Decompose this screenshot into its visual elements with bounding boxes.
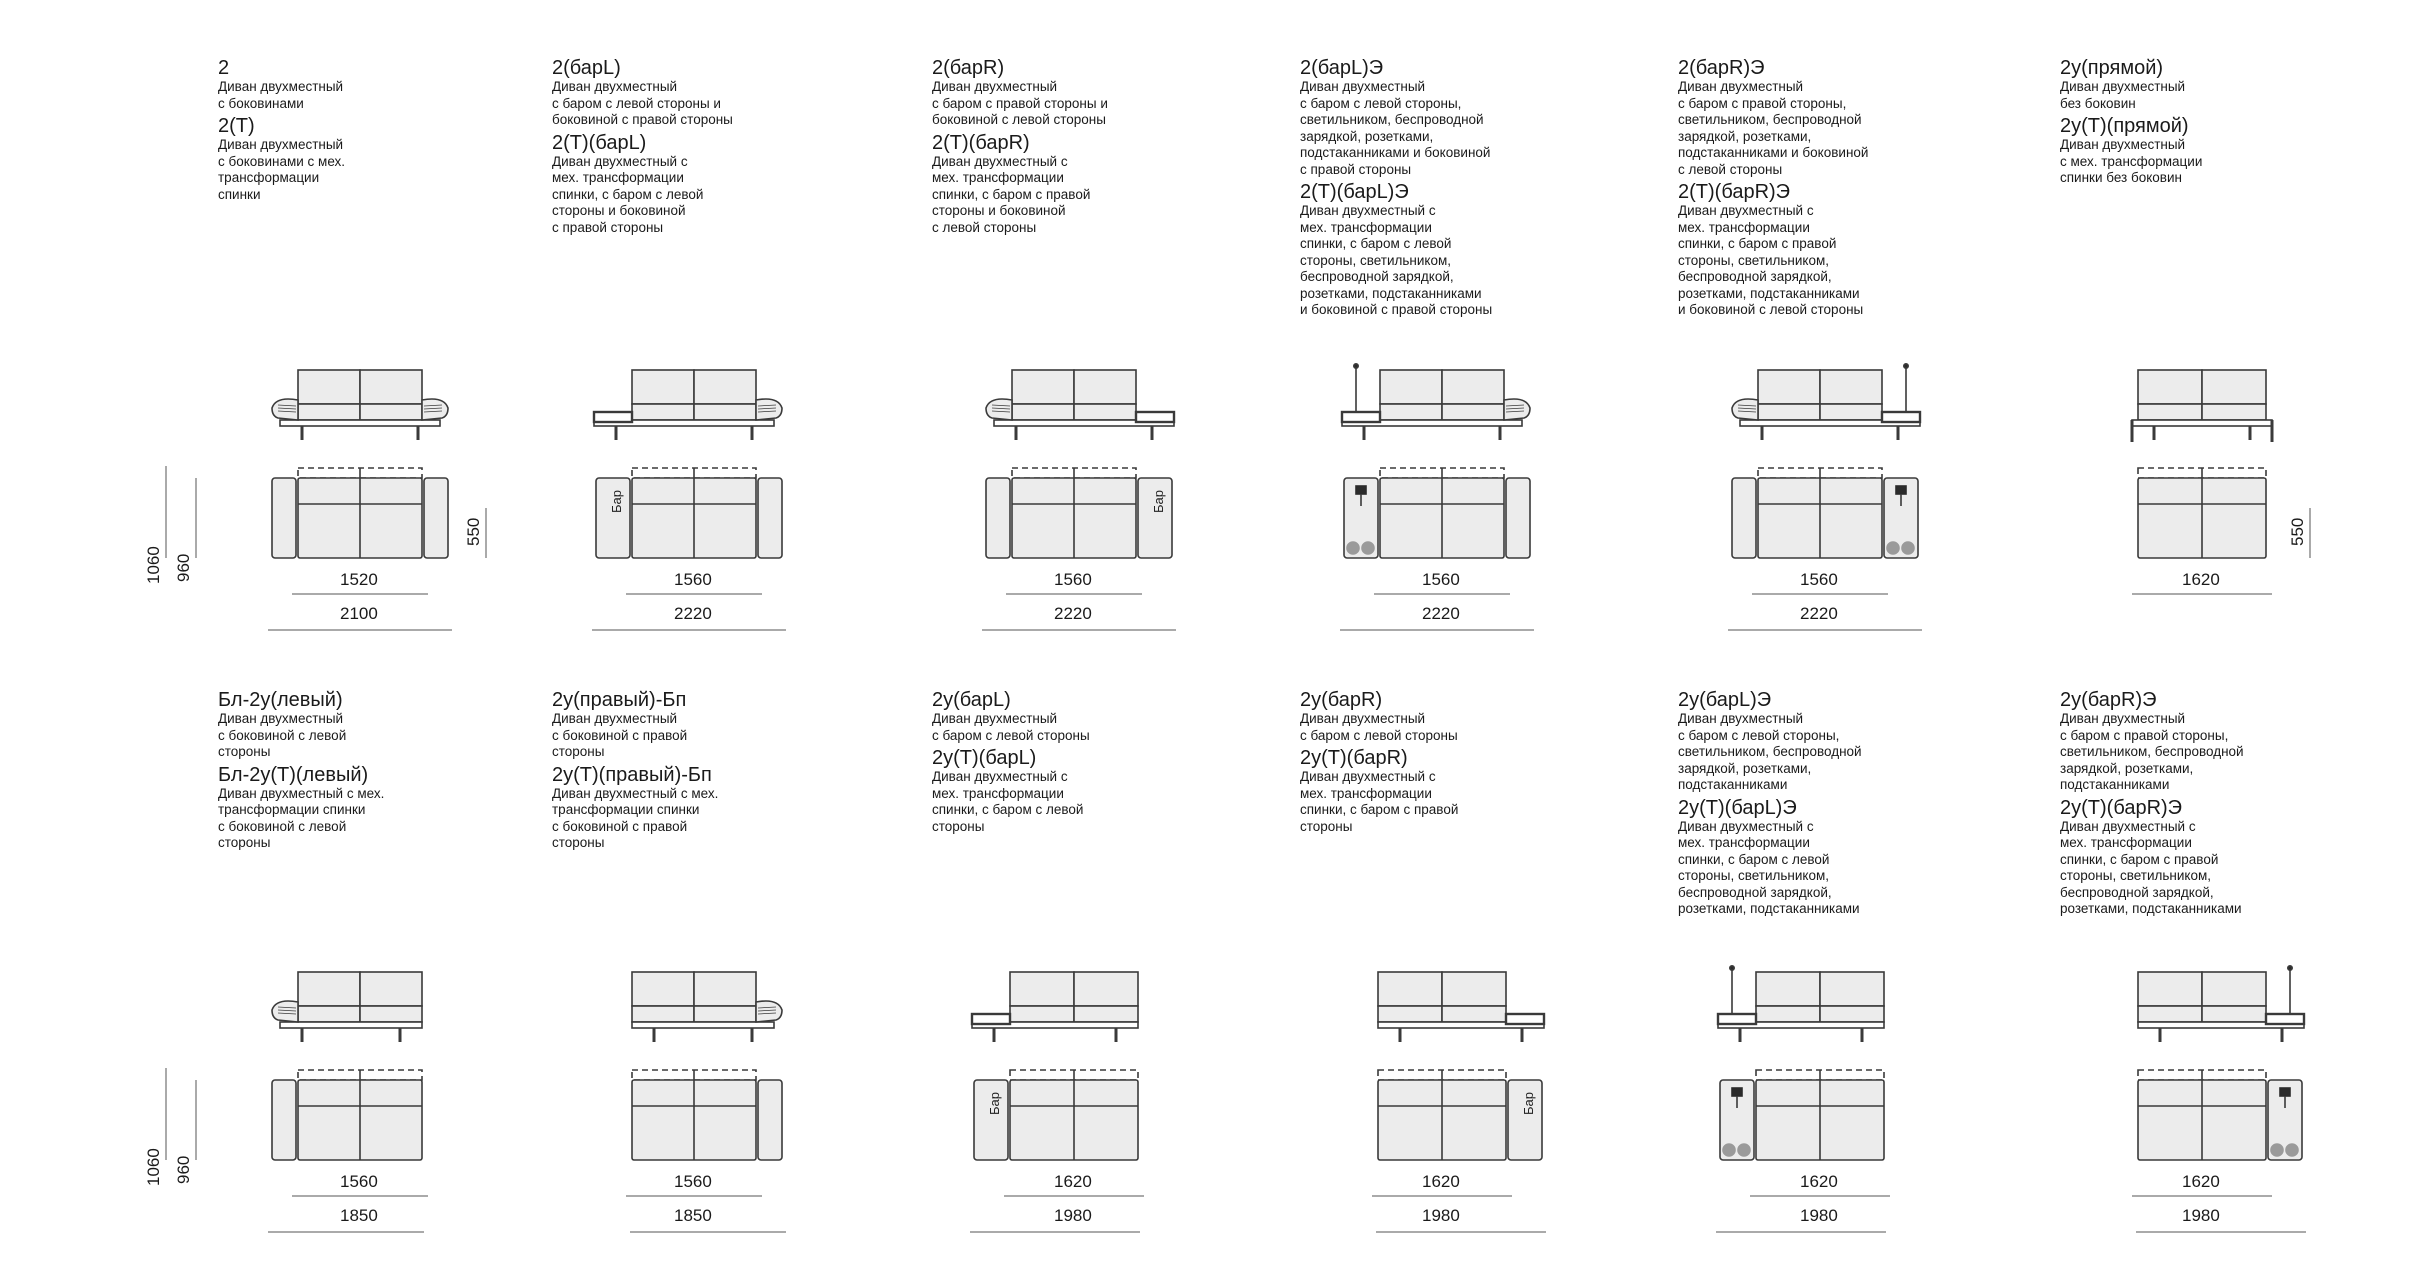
model-code: 2у(барL)Э bbox=[1678, 689, 1772, 711]
model-code: 2у(Т)(правый)-Бп bbox=[552, 763, 712, 786]
dimension-width-total: 2220 bbox=[674, 604, 712, 623]
back-cushion bbox=[694, 972, 756, 1006]
seat-cushion bbox=[1820, 1006, 1884, 1022]
model-description-text: Диван двухместный с баром с левой стороны, светильником, беспроводной зарядкой, розетками, подстаканниками bbox=[1678, 711, 1862, 792]
sofa-diagram bbox=[1678, 960, 2038, 1260]
armrest bbox=[422, 399, 448, 420]
armrest bbox=[756, 1001, 782, 1022]
seat-cushion bbox=[1378, 1006, 1442, 1022]
sofa-diagram bbox=[2060, 358, 2420, 658]
model-code: 2(барL)Э bbox=[1300, 57, 1384, 79]
back-cushion bbox=[1380, 370, 1442, 404]
bar-label: Бар bbox=[1151, 490, 1166, 513]
sofa-diagram bbox=[932, 358, 1292, 658]
dimension-width-total: 1980 bbox=[1800, 1206, 1838, 1225]
model-description-text: Диван двухместный с боковиной с правой стороны bbox=[552, 711, 688, 759]
armrest bbox=[1504, 399, 1530, 420]
back-cushion bbox=[2202, 370, 2266, 404]
model-description-text: Диван двухместный с мех. трансформации спинки, с баром с левой стороны, светильником, беспроводной зарядкой, розетками, подстаканниками bbox=[1678, 818, 1860, 916]
back-cushion bbox=[1756, 972, 1820, 1006]
seat-cushion bbox=[2202, 404, 2266, 420]
bar-label: Бар bbox=[987, 1092, 1002, 1115]
model-code: Бл-2у(левый) bbox=[218, 689, 343, 711]
sofa-drawing bbox=[986, 370, 1174, 558]
model-code: 2у(Т)(барL)Э bbox=[1678, 796, 1797, 819]
back-cushion bbox=[694, 370, 756, 404]
armrest bbox=[756, 399, 782, 420]
sofa-drawing bbox=[1718, 966, 1884, 1160]
dimension-width-seat: 1620 bbox=[1054, 1172, 1092, 1191]
bar-label: Бар bbox=[609, 490, 624, 513]
armrest bbox=[1732, 399, 1758, 420]
armrest-plan bbox=[1506, 478, 1530, 558]
dimension-width-total: 1850 bbox=[674, 1206, 712, 1225]
armrest bbox=[272, 399, 298, 420]
cup-holder bbox=[2271, 1144, 2283, 1156]
model-description bbox=[218, 690, 478, 856]
dimension-width-seat: 1520 bbox=[340, 570, 378, 589]
cup-holder bbox=[1347, 542, 1359, 554]
armrest-plan bbox=[758, 1080, 782, 1160]
model-description-text: Диван двухместный с мех. трансформации спинки с боковиной с правой стороны bbox=[552, 785, 719, 850]
model-description-text: Диван двухместный с мех. трансформации спинки, с баром с левой стороны и боковиной с правой стороны bbox=[552, 153, 704, 235]
model-description bbox=[932, 58, 1192, 240]
armrest bbox=[986, 399, 1012, 420]
model-code: Бл-2у(Т)(левый) bbox=[218, 763, 369, 786]
model-description-text: Диван двухместный с баром с правой стороны и боковиной с левой стороны bbox=[932, 79, 1108, 127]
dimension-depth: 550 bbox=[2288, 517, 2307, 546]
model-description-text: Диван двухместный с мех. трансформации спинки, с баром с правой стороны и боковиной с левой стороны bbox=[932, 153, 1091, 235]
model-description-text: Диван двухместный с баром с левой стороны и боковиной с правой стороны bbox=[552, 79, 733, 127]
seat-cushion bbox=[298, 1006, 360, 1022]
back-cushion bbox=[2138, 370, 2202, 404]
dimension-width-total: 1980 bbox=[1422, 1206, 1460, 1225]
cup-holder bbox=[1723, 1144, 1735, 1156]
dimension-width-total: 2220 bbox=[1422, 604, 1460, 623]
model-description bbox=[2060, 690, 2320, 922]
model-description-text: Диван двухместный с боковинами с мех. трансформации спинки bbox=[218, 137, 346, 202]
wireless-charger bbox=[1896, 486, 1906, 494]
seat-cushion bbox=[1074, 1006, 1138, 1022]
model-description-text: Диван двухместный с баром с левой стороны bbox=[932, 711, 1090, 743]
model-code: 2у(Т)(барR) bbox=[1300, 747, 1408, 769]
dimension-width-total: 2220 bbox=[1054, 604, 1092, 623]
model-description bbox=[218, 58, 478, 207]
lamp-head bbox=[1730, 966, 1734, 970]
model-description-text: Диван двухместный с мех. трансформации спинки, с баром с правой стороны, светильником, беспроводной зарядкой, розетками, подстаканниками и боковиной с левой стороны bbox=[1678, 203, 1864, 317]
seat-cushion bbox=[694, 404, 756, 420]
back-cushion bbox=[2202, 972, 2266, 1006]
bar-plan bbox=[1508, 1080, 1542, 1160]
armrest-plan bbox=[272, 478, 296, 558]
sofa-base bbox=[632, 1022, 774, 1028]
dimension-width-seat: 1560 bbox=[1800, 570, 1838, 589]
sofa-diagram bbox=[1678, 358, 2038, 658]
seat-cushion bbox=[632, 1006, 694, 1022]
model-code: 2у(Т)(барR)Э bbox=[2060, 796, 2183, 819]
seat-cushion bbox=[1756, 1006, 1820, 1022]
dimension-width-seat: 1560 bbox=[1054, 570, 1092, 589]
sofa-drawing bbox=[272, 972, 422, 1160]
model-code: 2(барR) bbox=[932, 57, 1005, 79]
sofa-base bbox=[280, 1022, 422, 1028]
cup-holder bbox=[1362, 542, 1374, 554]
dimension-width-seat: 1620 bbox=[2182, 1172, 2220, 1191]
model-description-text: Диван двухместный с баром с правой стороны, светильником, беспроводной зарядкой, розетками, подстаканниками bbox=[2060, 711, 2244, 792]
cup-holder bbox=[2286, 1144, 2298, 1156]
armrest-plan bbox=[1732, 478, 1756, 558]
model-code: 2(Т)(барL) bbox=[552, 131, 647, 154]
sofa-diagram bbox=[218, 960, 578, 1260]
lamp-head bbox=[1354, 364, 1358, 368]
back-cushion bbox=[1010, 972, 1074, 1006]
back-cushion bbox=[632, 370, 694, 404]
bar-table bbox=[1506, 1014, 1544, 1024]
model-code: 2(барR)Э bbox=[1678, 57, 1765, 79]
model-code: 2у(Т)(прямой) bbox=[2060, 115, 2189, 137]
sofa-diagram bbox=[932, 960, 1292, 1260]
wireless-charger bbox=[1732, 1088, 1742, 1096]
dimension-width-total: 1980 bbox=[2182, 1206, 2220, 1225]
model-description bbox=[932, 690, 1192, 839]
sofa-drawing bbox=[1378, 972, 1544, 1160]
dimension-width-seat: 1560 bbox=[1422, 570, 1460, 589]
back-cushion bbox=[632, 972, 694, 1006]
model-description-text: Диван двухместный с мех. трансформации спинки, с баром с левой стороны, светильником, беспроводной зарядкой, розетками, подстаканниками и боковиной с правой стороны bbox=[1300, 203, 1493, 317]
bar-table bbox=[1342, 412, 1380, 422]
wireless-charger bbox=[1356, 486, 1366, 494]
sofa-drawing bbox=[272, 370, 448, 558]
model-description-text: Диван двухместный с мех. трансформации спинки с боковиной с левой стороны bbox=[218, 785, 385, 850]
model-description-text: Диван двухместный с боковиной с левой стороны bbox=[218, 711, 347, 759]
model-description bbox=[1678, 690, 1938, 922]
back-cushion bbox=[1820, 972, 1884, 1006]
model-code: 2у(барR)Э bbox=[2060, 689, 2157, 711]
model-code: 2 bbox=[218, 57, 230, 79]
seat-cushion bbox=[1012, 404, 1074, 420]
dimension-width-seat: 1560 bbox=[340, 1172, 378, 1191]
model-description-text: Диван двухместный с баром с левой стороны, светильником, беспроводной зарядкой, розетками, подстаканниками и боковиной с правой стороны bbox=[1300, 79, 1491, 177]
sofa-diagram bbox=[1300, 358, 1660, 658]
model-description-text: Диван двухместный с мех. трансформации спинки, с баром с левой стороны bbox=[932, 769, 1084, 834]
back-cushion bbox=[298, 972, 360, 1006]
sofa-diagram bbox=[552, 358, 912, 658]
seat-cushion bbox=[1442, 1006, 1506, 1022]
dimension-width-seat: 1560 bbox=[674, 1172, 712, 1191]
seat-cushion bbox=[1074, 404, 1136, 420]
back-cushion bbox=[1074, 972, 1138, 1006]
dimension-width-seat: 1620 bbox=[1422, 1172, 1460, 1191]
dimension-width-seat: 1620 bbox=[2182, 570, 2220, 589]
sofa-diagram bbox=[218, 358, 578, 658]
armrest-plan bbox=[986, 478, 1010, 558]
lamp-head bbox=[1904, 364, 1908, 368]
model-code: 2у(прямой) bbox=[2060, 57, 2164, 79]
dimension-depth: 550 bbox=[464, 517, 483, 546]
back-cushion bbox=[1758, 370, 1820, 404]
dimension-height-total: 1060 bbox=[144, 1148, 163, 1186]
armrest-plan bbox=[272, 1080, 296, 1160]
model-description-text: Диван двухместный с баром с правой стороны, светильником, беспроводной зарядкой, розетками, подстаканниками и боковиной с левой стороны bbox=[1678, 79, 1869, 177]
sofa-diagram bbox=[552, 960, 912, 1260]
dimension-width-total: 1850 bbox=[340, 1206, 378, 1225]
model-description bbox=[552, 690, 812, 856]
seat-cushion bbox=[694, 1006, 756, 1022]
sofa-drawing bbox=[632, 972, 782, 1160]
model-code: 2у(правый)-Бп bbox=[552, 689, 687, 711]
back-cushion bbox=[360, 370, 422, 404]
model-code: 2у(барL) bbox=[932, 689, 1011, 711]
model-code: 2(Т)(барR) bbox=[932, 131, 1030, 154]
bar-table bbox=[594, 412, 632, 422]
armrest-plan bbox=[424, 478, 448, 558]
sofa-base bbox=[2132, 420, 2272, 426]
cup-holder bbox=[1887, 542, 1899, 554]
model-description-text: Диван двухместный с мех. трансформации спинки, с баром с правой стороны, светильником, беспроводной зарядкой, розетками, подстаканниками bbox=[2060, 818, 2242, 916]
sofa-diagram bbox=[1300, 960, 1660, 1260]
model-description bbox=[1678, 58, 1938, 323]
back-cushion bbox=[1012, 370, 1074, 404]
bar-plan bbox=[974, 1080, 1008, 1160]
dimension-width-total: 2100 bbox=[340, 604, 378, 623]
model-description-text: Диван двухместный с мех. трансформации спинки без боковин bbox=[2060, 137, 2203, 185]
model-description bbox=[552, 58, 812, 240]
back-cushion bbox=[1378, 972, 1442, 1006]
model-description-text: Диван двухместный с боковинами bbox=[218, 79, 344, 111]
model-code: 2(Т)(барL)Э bbox=[1300, 181, 1409, 203]
sofa-base bbox=[280, 420, 440, 426]
sofa-drawing bbox=[972, 972, 1138, 1160]
seat-cushion bbox=[632, 404, 694, 420]
dimension-width-total: 2220 bbox=[1800, 604, 1838, 623]
armrest-plan bbox=[758, 478, 782, 558]
back-cushion bbox=[360, 972, 422, 1006]
bar-label: Бар bbox=[1521, 1092, 1536, 1115]
seat-cushion bbox=[1380, 404, 1442, 420]
model-description bbox=[2060, 58, 2320, 191]
seat-cushion bbox=[1758, 404, 1820, 420]
bar-table bbox=[1882, 412, 1920, 422]
bar-table bbox=[2266, 1014, 2304, 1024]
back-cushion bbox=[1442, 972, 1506, 1006]
seat-cushion bbox=[2138, 404, 2202, 420]
back-cushion bbox=[1442, 370, 1504, 404]
model-description-text: Диван двухместный без боковин bbox=[2060, 79, 2186, 111]
seat-cushion bbox=[1010, 1006, 1074, 1022]
dimension-height-seat: 960 bbox=[174, 1155, 193, 1184]
seat-cushion bbox=[2202, 1006, 2266, 1022]
back-cushion bbox=[1820, 370, 1882, 404]
bar-table bbox=[1136, 412, 1174, 422]
model-code: 2(Т) bbox=[218, 115, 255, 137]
model-description-text: Диван двухместный с баром с левой стороны bbox=[1300, 711, 1458, 743]
sofa-drawing bbox=[1732, 364, 1920, 558]
dimension-width-total: 1980 bbox=[1054, 1206, 1092, 1225]
bar-table bbox=[972, 1014, 1010, 1024]
bar-table bbox=[1718, 1014, 1756, 1024]
bar-plan bbox=[596, 478, 630, 558]
back-cushion bbox=[1074, 370, 1136, 404]
dimension-width-seat: 1560 bbox=[674, 570, 712, 589]
model-code: 2у(барR) bbox=[1300, 689, 1383, 711]
model-code: 2у(Т)(барL) bbox=[932, 747, 1037, 769]
seat-cushion bbox=[360, 404, 422, 420]
model-code: 2(барL) bbox=[552, 57, 621, 79]
seat-cushion bbox=[1442, 404, 1504, 420]
seat-cushion bbox=[298, 404, 360, 420]
seat-cushion bbox=[1820, 404, 1882, 420]
seat-cushion bbox=[2138, 1006, 2202, 1022]
sofa-drawing bbox=[1342, 364, 1530, 558]
sofa-drawing bbox=[594, 370, 782, 558]
model-description-text: Диван двухместный с мех. трансформации спинки, с баром с правой стороны bbox=[1300, 769, 1459, 834]
model-code: 2(Т)(барR)Э bbox=[1678, 181, 1791, 203]
lamp-head bbox=[2288, 966, 2292, 970]
cup-holder bbox=[1902, 542, 1914, 554]
seat-cushion bbox=[360, 1006, 422, 1022]
back-cushion bbox=[2138, 972, 2202, 1006]
model-description bbox=[1300, 690, 1560, 839]
dimension-height-total: 1060 bbox=[144, 546, 163, 584]
dimension-height-seat: 960 bbox=[174, 553, 193, 582]
bar-plan bbox=[1138, 478, 1172, 558]
sofa-diagram bbox=[2060, 960, 2420, 1260]
sofa-drawing bbox=[2138, 966, 2304, 1160]
armrest bbox=[272, 1001, 298, 1022]
model-description bbox=[1300, 58, 1560, 323]
sofa-drawing bbox=[2132, 370, 2272, 558]
wireless-charger bbox=[2280, 1088, 2290, 1096]
cup-holder bbox=[1738, 1144, 1750, 1156]
back-cushion bbox=[298, 370, 360, 404]
dimension-width-seat: 1620 bbox=[1800, 1172, 1838, 1191]
